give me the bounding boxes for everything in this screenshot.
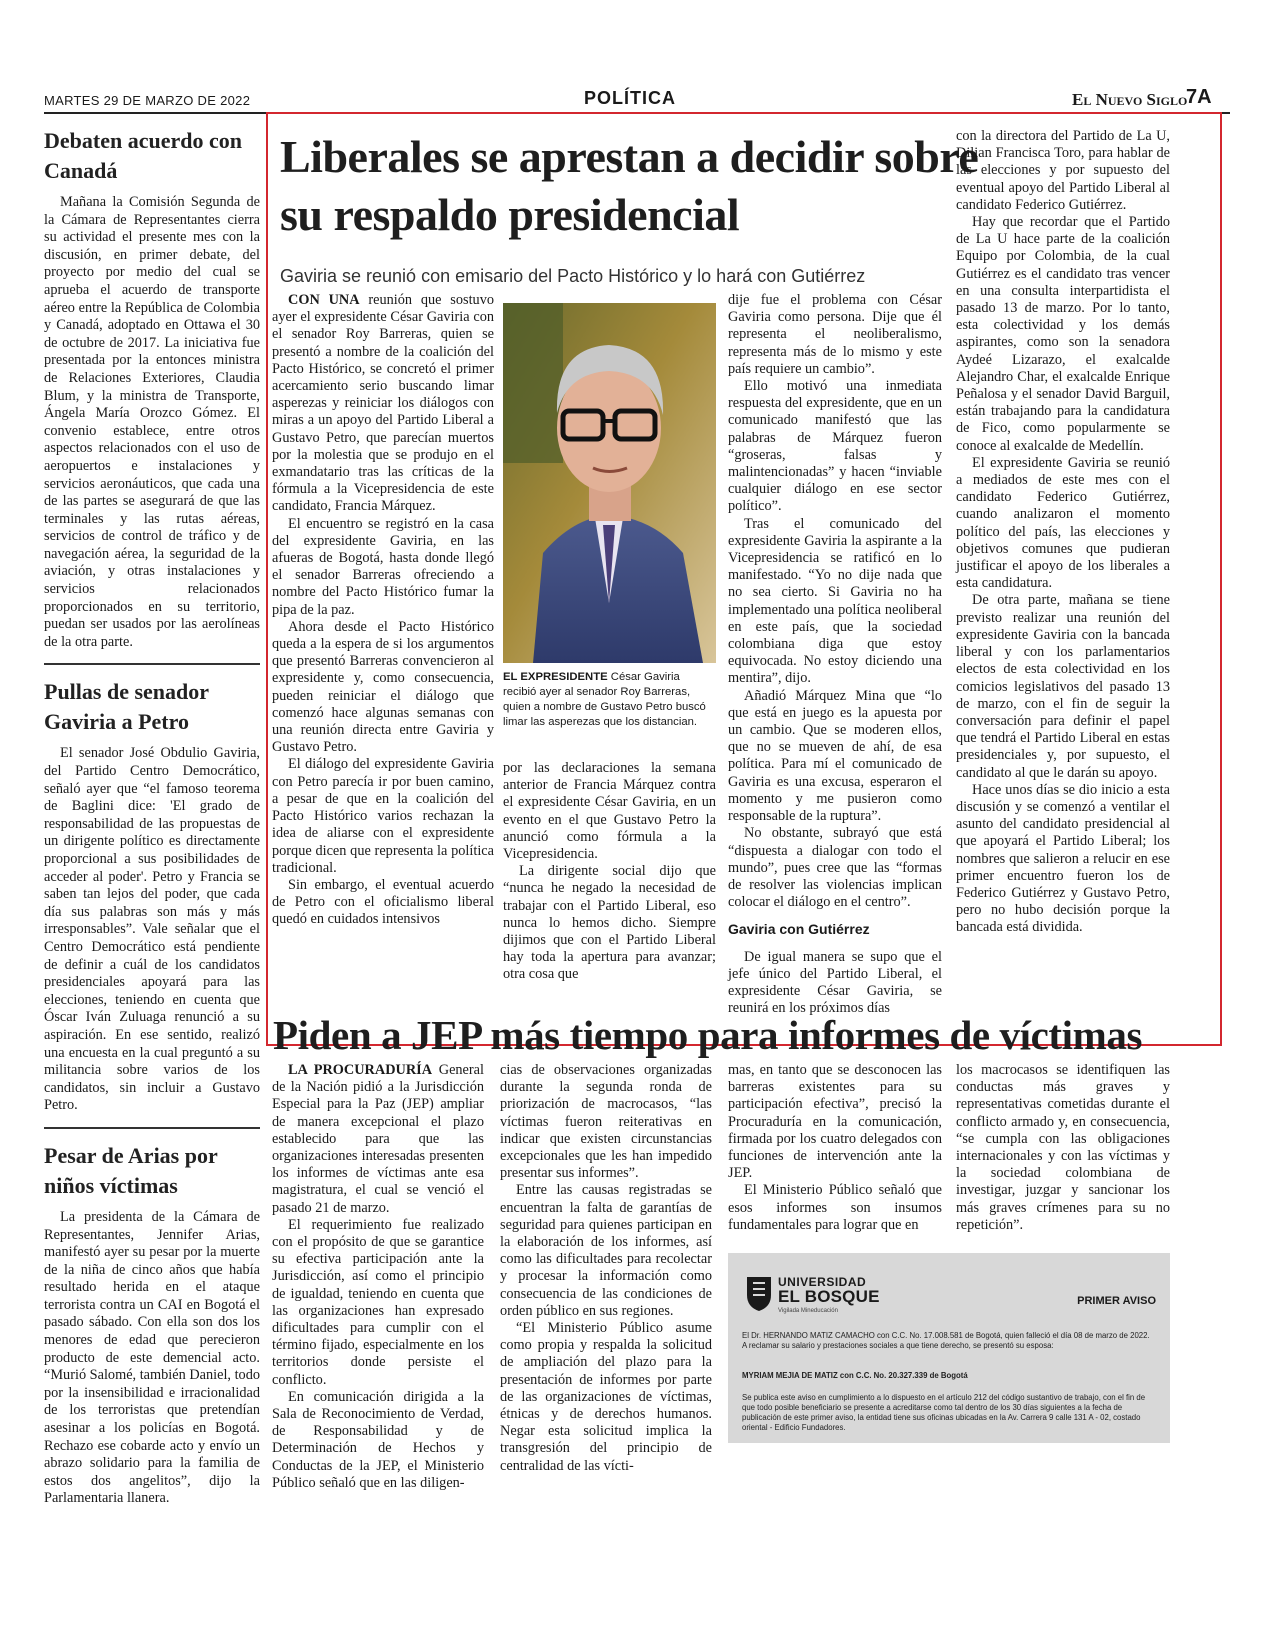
featured-column-2 — [503, 760, 716, 984]
paragraph: por las declaraciones la semana anterior de Francia Márquez contra el expresidente César Gaviria, en un evento en el que Gustavo Petro la anunció como fórmula a la Vicepresidencia. — [503, 760, 716, 863]
article2-headline: Piden a JEP más tiempo para informes de víctimas — [273, 1012, 1143, 1058]
article2-column-1 — [272, 1062, 484, 1492]
section-title: POLÍTICA — [584, 88, 676, 108]
brief-body: Mañana la Comisión Segunda de la Cámara de Representantes cierra su actividad el presente mes con la discusión, en primer debate, del proyecto por medio del cual se aprueba el acuerdo de transporte aéreo entre la República de Colombia y Canadá, adoptado en Ottawa el 30 de octubre de 2017. La iniciativa fue presentada por la entonces ministra de Relaciones Exteriores, Claudia Blum, y la ministra de Transporte, Ángela María Orozco Gómez. El convenio establece, entre otros aspectos relacionados con el uso de aeropuertos e instalaciones y servicios aeronáuticos, que cada una de las partes se asegurará de que las terminales y las rutas aéreas, servicios de control de tráfico y de navegación aérea, la seguridad de la aviación, y otras instalaciones y servicios relacionados proporcionados en su territorio, puedan ser usados por las aerolíneas de la otra parte. — [44, 194, 260, 650]
paragraph: El diálogo del expresidente Gaviria con Petro parecía ir por buen camino, a pesar de que en la coalición del Pacto Histórico varios rechazan la idea de aliarse con el expresidente porque dicen que representa la política tradicional. — [272, 756, 494, 876]
featured-column-4 — [956, 128, 1170, 937]
lead-in: CON UNA — [288, 292, 360, 308]
notice-text-2: MYRIAM MEJIA DE MATIZ con C.C. No. 20.327.339 de Bogotá — [742, 1371, 968, 1380]
paragraph: dije fue el problema con César Gaviria como persona. Dije que él representa el neoliberalismo, representa más de lo mismo y este país requiere un cambio”. — [728, 292, 942, 377]
featured-headline: Liberales se aprestan a decidir sobre su respaldo presidencial — [280, 131, 979, 240]
paragraph: General de la Nación pidió a la Jurisdicción Especial para la Paz (JEP) ampliar de manera excepcional el plazo establecido para que las organizaciones interesadas presenten los informes de víctimas ante esa magistratura, el cual se venció el pasado 21 de marzo. — [272, 1062, 484, 1216]
university-name-line1: UNIVERSIDAD — [778, 1275, 867, 1289]
photo-caption — [503, 670, 716, 730]
legal-notice — [728, 1253, 1170, 1443]
paragraph: No obstante, subrayó que está “dispuesta a dialogar con todo el mundo”, pues cree que las “formas de resolver las violencias implican colocar el diálogo en el centro”. — [728, 825, 942, 911]
brief-body: El senador José Obdulio Gaviria, del Partido Centro Democrático, señaló ayer que “el famoso teorema de Baglini dice: 'El grado de responsabilidad de las propuestas de un dirigente político es directamente proporcional a sus posibilidades de acceder al poder'. Petro y Francia se saben tan lejos del poder, que cada día sus palabras son más y más irresponsables”. Vale señalar que el Centro Democrático está pendiente de definir a cuál de los candidatos presidenciales apoyará para las elecciones, teniendo en cuenta que Óscar Iván Zuluaga renunció a su aspiración. En ese sentido, realizó una encuesta en la cual preguntó a su militancia sobre varios de los candidatos, sin incluir a Gustavo Petro. — [44, 745, 260, 1114]
paragraph: Tras el comunicado del expresidente Gaviria la aspirante a la Vicepresidencia se ratificó en lo manifestado. “Yo no dije nada que no sea cierto. Si Gaviria no ha implementado una política neoliberal en este país, que la sociedad colombiana diga que estoy equivocada. No estoy diciendo una mentira”, dijo. — [728, 515, 942, 687]
paragraph: con la directora del Partido de La U, Dilian Francisca Toro, para hablar de las elecciones y por supuesto del eventual apoyo del Partido Liberal al candidato Federico Gutiérrez. — [956, 128, 1170, 213]
paragraph: Hay que recordar que el Partido de La U hace parte de la coalición Equipo por Colombia, de la cual Gutiérrez es el candidato tras vencer en una consulta interpartidista el pasado 13 de marzo. Por lo tanto, esta colectividad y los demás aspirantes, como son la senadora Aydeé Lizarazo, el exalcalde Alejandro Char, el exalcalde Enrique Peñalosa y el senador David Barguil, están trabajando para la candidatura de Fico, como popularmente se conoce al exalcalde de Medellín. — [956, 214, 1170, 454]
featured-column-3 — [728, 292, 942, 1017]
brief-canada — [44, 126, 260, 651]
brief-gaviria-petro — [44, 677, 260, 1114]
brief-arias — [44, 1141, 260, 1508]
paragraph: De igual manera se supo que el jefe único del Partido Liberal, el expresidente César Gaviria, se reunirá en los próximos días — [728, 948, 942, 1017]
page-number: 7A — [1186, 86, 1212, 108]
featured-column-1 — [272, 292, 494, 929]
paragraph: La dirigente social dijo que “nunca he negado la necesidad de trabajar con el Partido Liberal, eso nunca lo hemos dicho. Siempre dijimos que con el Partido Liberal hay toda la apertura para avanzar; otra cosa que — [503, 863, 716, 983]
paragraph: El Ministerio Público señaló que esos informes son insumos fundamentales para lograr que en — [728, 1182, 942, 1233]
portrait-photo-image — [503, 303, 716, 663]
article2-column-4 — [956, 1062, 1170, 1234]
article2-column-3 — [728, 1062, 942, 1234]
brief-title: Pullas de senador Gaviria a Petro — [44, 679, 209, 735]
paragraph: reunión que sostuvo ayer el expresidente César Gaviria con el senador Roy Barreras, quien se presentó a nombre de la coalición del Pacto Histórico, se concretó el primer acercamiento serio buscando limar asperezas y reiniciar los diálogos con miras a un apoyo del Partido Liberal a Gustavo Petro, que parecían muertos por la molestia que se produjo en el exmandatario tras las críticas de la fórmula a la Vicepresidencia de este candidato, Francia Márquez. — [272, 292, 494, 515]
paragraph: Hace unos días se dio inicio a esta discusión y se comenzó a ventilar el asunto del candidato presidencial al que apoyará el Partido Liberal; los nombres que salieron a relucir en ese primer encuentro fueron los de Federico Gutiérrez y Gustavo Petro, pero no hubo decisión porque la bancada está dividida. — [956, 781, 1170, 936]
lead-in: LA PROCURADURÍA — [288, 1062, 433, 1078]
brief-title: Pesar de Arias por niños víctimas — [44, 1142, 218, 1198]
notice-label: PRIMER AVISO — [1077, 1295, 1156, 1307]
paragraph: El expresidente Gaviria se reunió a mediados de este mes con el candidato Federico Gutiérrez, cuando analizaron el momento político del país, las elecciones y objetivos comunes que pudieran justificar el apoyo de los liberales a esta candidatura. — [956, 454, 1170, 592]
paragraph: “El Ministerio Público asume como propia y respalda la solicitud de ampliación del plazo para la presentación de informes por parte de las organizaciones de víctimas, étnicas y de derechos humanos. Negar esta solicitud implica la transgresión del principio de centralidad de las vícti- — [500, 1320, 712, 1474]
edition-date: MARTES 29 DE MARZO DE 2022 — [44, 93, 251, 108]
university-tagline: Vigilada Mineducación — [778, 1308, 838, 1314]
paragraph: Sin embargo, el eventual acuerdo de Petro con el oficialismo liberal quedó en cuidados intensivos — [272, 876, 494, 928]
paragraph: Entre las causas registradas se encuentran la falta de garantías de seguridad para quienes participan en la elaboración de los informes, así como las dificultades para recolectar y procesar la información como consecuencia de las condiciones de orden público en sus regiones. — [500, 1182, 712, 1319]
brief-divider — [44, 1127, 260, 1129]
caption-text: César Gaviria recibió ayer al senador Roy Barreras, quien a nombre de Gustavo Petro buscó limar las asperezas que los distancian. — [503, 671, 706, 728]
university-crest-icon — [744, 1273, 774, 1313]
paragraph: De otra parte, mañana se tiene previsto realizar una reunión del expresidente Gaviria con la bancada liberal y con los parlamentarios electos de esta colectividad en los comicios legislativos del pasado 13 de marzo, con el fin de seguir la conversación para definir el papel que tendrá el Partido Liberal en estas presidenciales y, por supuesto, el candidato al que le darán su apoyo. — [956, 592, 1170, 781]
university-name-line2: EL BOSQUE — [778, 1287, 880, 1306]
brief-body: La presidenta de la Cámara de Representantes, Jennifer Arias, manifestó ayer su pesar por la muerte de la niña de cinco años que había resultado herida en el ataque terrorista contra un CAI en Bogotá el pasado sábado. Con ella son dos los menores de edad que perecieron producto de este demencial acto. “Murió Salomé, también Daniel, todo por la insensibilidad e irracionalidad de los terroristas que pretendían asesinar a los policías en Bogotá. Rechazo ese cobarde acto y envío un abrazo solidario para la familia de estos dos angelitos”, dijo la Parlamentaria llanera. — [44, 1208, 260, 1507]
article2-column-2 — [500, 1062, 712, 1475]
newspaper-name: El Nuevo Siglo — [1072, 90, 1188, 109]
paragraph: El requerimiento fue realizado con el propósito de que se garantice su efectiva participación ante la Jurisdicción, así como el principio de igualdad, teniendo en cuenta que las organizaciones han expresado dificultades para cumplir con el término fijado, especialmente en los territorios donde persiste el conflicto. — [272, 1216, 484, 1388]
caption-lead: EL EXPRESIDENTE — [503, 671, 608, 683]
portrait-photo — [503, 303, 716, 663]
paragraph: Ello motivó una inmediata respuesta del expresidente, que en un comunicado manifestó que las palabras de Márquez fueron “groseras, falsas y malintencionadas” y hacen “inviable cualquier diálogo en ese sector político”. — [728, 378, 942, 515]
featured-deck: Gaviria se reunió con emisario del Pacto Histórico y lo hará con Gutiérrez — [280, 266, 866, 286]
notice-text-3: Se publica este aviso en cumplimiento a lo dispuesto en el artículo 212 del código sustantivo de trabajo, con el fin de que todo posible beneficiario se presente a acreditarse como tal dentro de los 30 días siguientes a la fecha de publicación de este primer aviso, la entidad tiene sus oficinas ubicadas en la Av. Carrera 9 calle 131 A - 02, costado oriental - Edificio Fundadores. — [742, 1393, 1146, 1432]
subheading: Gaviria con Gutiérrez — [728, 921, 870, 938]
paragraph: En comunicación dirigida a la Sala de Reconocimiento de Verdad, de Responsabilidad y de Determinación de Hechos y Conductas de la JEP, el Ministerio Público señaló que en las diligen- — [272, 1388, 484, 1491]
paragraph: los macrocasos se identifiquen las conductas más graves y representativas cometidas durante el conflicto armado y, en consecuencia, “se cumpla con las obligaciones internacionales y con las víctimas y la sociedad colombiana de investigar, juzgar y sancionar los más graves crímenes para su no repetición”. — [956, 1062, 1170, 1233]
paragraph: Añadió Márquez Mina que “lo que está en juego es la apuesta por un cambio. Que se moderen ellos, que no se mueven de ahí, de esa política. Para mí el comunicado de Gaviria es una excusa, esperaron el momento y me pusieron como responsable de la ruptura”. — [728, 687, 942, 825]
paragraph: cias de observaciones organizadas durante la segunda ronda de priorización de macrocasos, “las víctimas fueron reiterativas en indicar que existen circunstancias excepcionales que les han impedido presentar sus informes”. — [500, 1062, 712, 1182]
paragraph: Ahora desde el Pacto Histórico queda a la espera de si los argumentos que presentó Barreras convencieron al expresidente y, como consecuencia, pueden reiniciar el diálogo que comenzó hace algunas semanas con una reunión directa entre Gaviria y Gustavo Petro. — [272, 618, 494, 756]
briefs-column — [44, 126, 260, 1508]
notice-text-1: El Dr. HERNANDO MATIZ CAMACHO con C.C. No. 17.008.581 de Bogotá, quien falleció el día 08 de marzo de 2022. A reclamar su salario y prestaciones sociales a que tiene derecho, se presentó su esposa: — [742, 1331, 1150, 1350]
paragraph: El encuentro se registró en la casa del expresidente Gaviria, en las afueras de Bogotá, hasta donde llegó el senador Barreras ofreciendo a nombre del Pacto Histórico fumar la pipa de la paz. — [272, 515, 494, 618]
brief-divider — [44, 663, 260, 665]
paragraph: mas, en tanto que se desconocen las barreras existentes para su participación efectiva”, precisó la Procuraduría en la comunicación, firmada por los cuatro delegados con funciones de intervención ante la JEP. — [728, 1062, 942, 1182]
brief-title: Debaten acuerdo con Canadá — [44, 128, 242, 183]
